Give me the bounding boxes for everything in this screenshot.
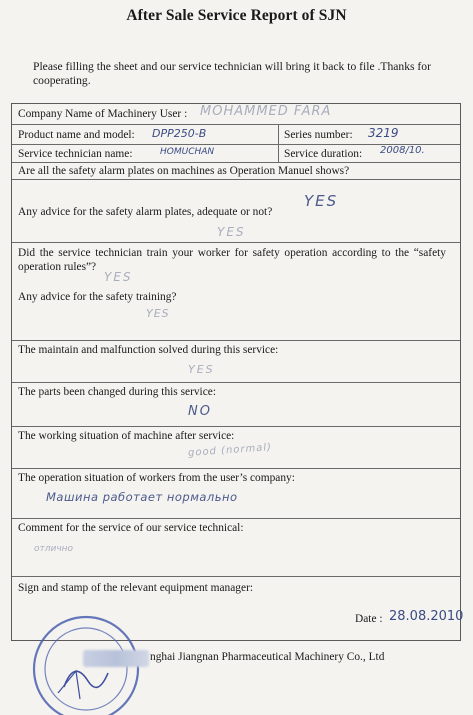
answer-comment: отлично (34, 544, 74, 554)
row-divider (12, 426, 460, 427)
series-label: Series number: (284, 129, 353, 141)
technician-value: HOMUCHAN (160, 147, 215, 157)
duration-value: 2008/10. (380, 145, 425, 156)
company-footer: nghai Jiangnan Pharmaceutical Machinery Co., Ltd (150, 651, 385, 663)
row-divider (12, 518, 460, 519)
question-comment: Comment for the service of our service technical: (18, 522, 244, 534)
answer-training: YES (104, 270, 133, 284)
row-divider (12, 124, 460, 125)
answer-training-advice: YES (146, 307, 170, 320)
signature-label: Sign and stamp of the relevant equipment manager: (18, 582, 254, 594)
question-training: Did the service technician train your worker for safety operation according to the “safety operation rules”? (18, 247, 446, 273)
question-working-situation: The working situation of machine after service: (18, 430, 235, 442)
product-value: DPP250-B (152, 127, 207, 140)
row-divider (12, 468, 460, 469)
row-divider (12, 576, 460, 577)
question-parts: The parts been changed during this service: (18, 386, 217, 398)
answer-working-situation: good (normal) (187, 442, 273, 459)
technician-label: Service technician name: (18, 148, 133, 160)
blurred-region (83, 650, 149, 667)
question-alarm-advice: Any advice for the safety alarm plates, adequate or not? (18, 206, 273, 218)
question-training-advice: Any advice for the safety training? (18, 291, 177, 303)
row-divider (12, 382, 460, 383)
answer-operation-situation: Машина работает нормально (46, 490, 238, 504)
duration-label: Service duration: (284, 148, 363, 160)
column-divider (278, 124, 279, 162)
signature-stroke (64, 671, 108, 687)
date-value: 28.08.2010 (389, 609, 464, 624)
row-divider (12, 162, 460, 163)
intro-text: Please filling the sheet and our service technician will bring it back to file .Thanks for cooperating. (33, 60, 431, 87)
company-label: Company Name of Machinery User : (18, 108, 188, 120)
answer-maintain: YES (188, 363, 215, 376)
company-value: MOHAMMED FARA (200, 104, 332, 119)
row-divider (12, 340, 460, 341)
stamp-inner-ring (45, 628, 127, 710)
report-form (11, 103, 464, 641)
row-divider (12, 242, 460, 243)
answer-alarm-advice: YES (217, 225, 246, 239)
answer-parts: NO (188, 404, 212, 419)
date-label: Date : (355, 613, 383, 625)
answer-alarm-plates: YES (304, 192, 339, 210)
product-label: Product name and model: (18, 129, 135, 141)
report-title: After Sale Service Report of SJN (126, 7, 347, 24)
row-divider (12, 179, 460, 180)
question-operation-situation: The operation situation of workers from the user’s company: (18, 472, 295, 484)
question-alarm-plates: Are all the safety alarm plates on machines as Operation Manuel shows? (18, 165, 350, 177)
series-value: 3219 (368, 126, 399, 140)
question-maintain: The maintain and malfunction solved during this service: (18, 344, 279, 356)
